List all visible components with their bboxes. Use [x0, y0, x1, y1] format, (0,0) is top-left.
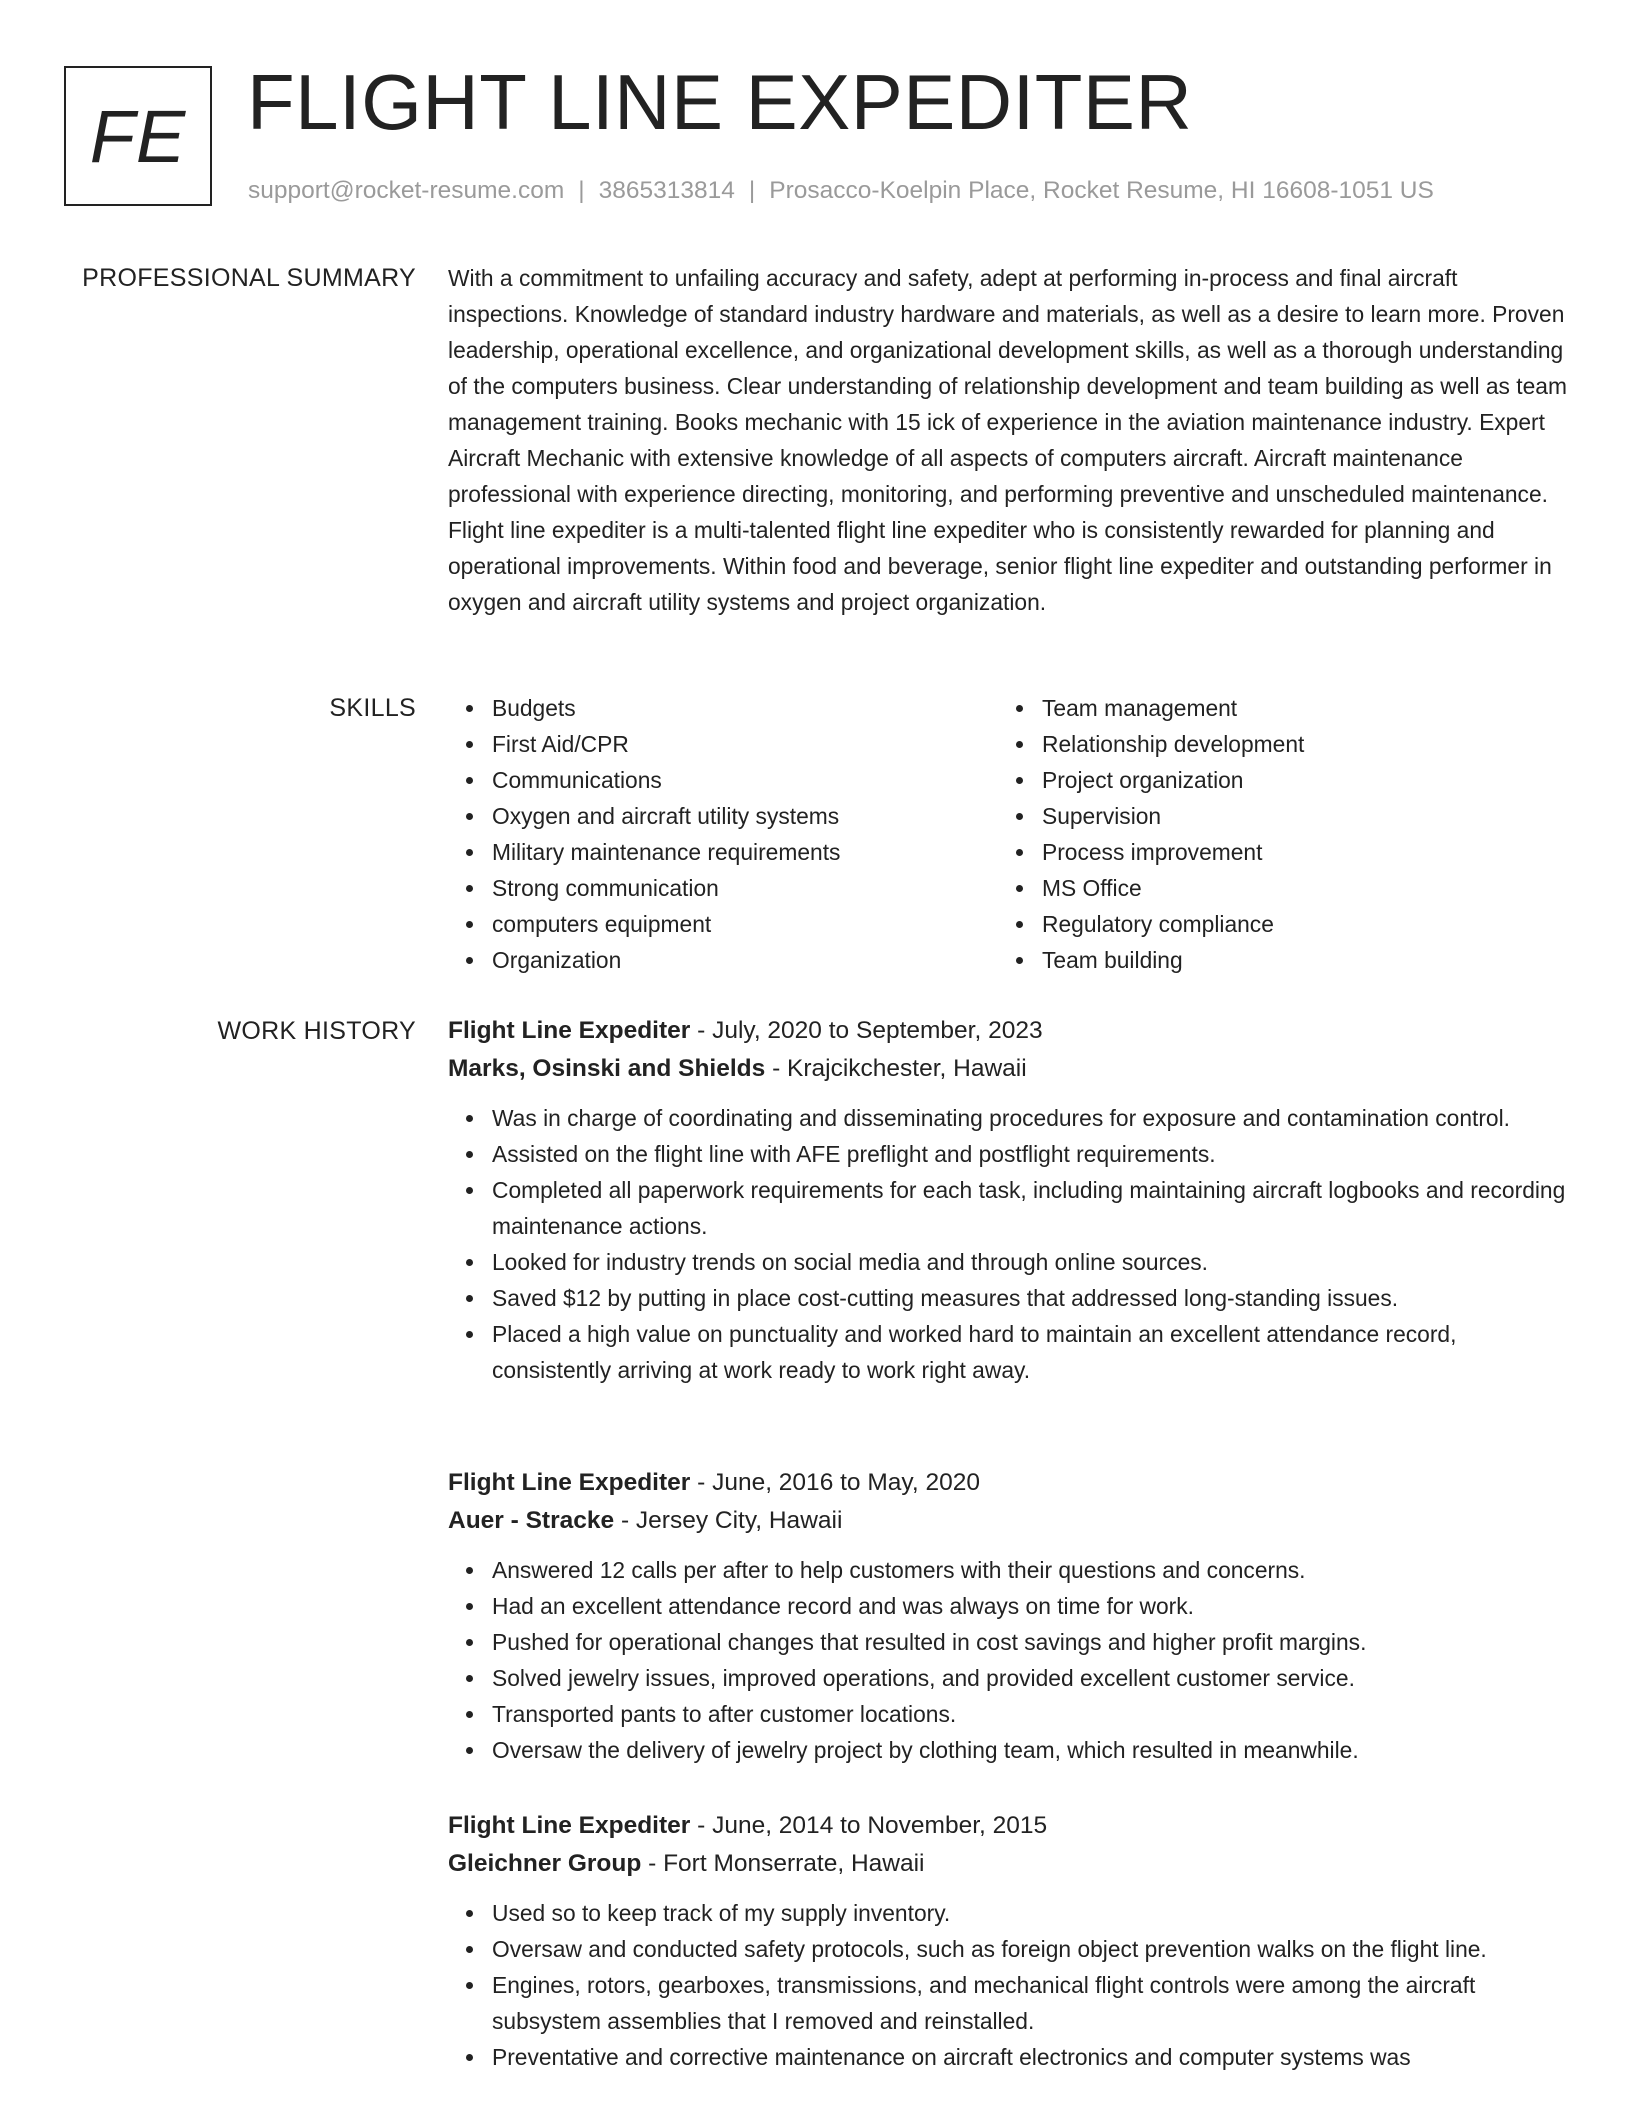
skill-item: Budgets [492, 690, 998, 726]
job-company: Marks, Osinski and Shields [448, 1055, 766, 1082]
skill-item: Team building [1042, 942, 1548, 978]
job-company: Gleichner Group [448, 1850, 642, 1877]
job-title-line [448, 1464, 1568, 1502]
job-entry [448, 1012, 1568, 1388]
job-location: - Jersey City, Hawaii [614, 1507, 843, 1534]
job-company-line [448, 1050, 1568, 1088]
contact-email: support@rocket-resume.com [248, 177, 565, 204]
work-history-heading: WORK HISTORY [217, 1017, 416, 1045]
job-company-line [448, 1502, 1568, 1540]
job-duty: Saved $12 by putting in place cost-cutting measures that addressed long-standing issues. [492, 1280, 1568, 1316]
job-duty: Had an excellent attendance record and was always on time for work. [492, 1588, 1568, 1624]
candidate-name: FLIGHT LINE EXPEDITER [247, 58, 1193, 146]
job-duty: Completed all paperwork requirements for each task, including maintaining aircraft logbooks and recording maintenance actions. [492, 1172, 1568, 1244]
job-duty: Assisted on the flight line with AFE preflight and postflight requirements. [492, 1136, 1568, 1172]
job-title: Flight Line Expediter [448, 1017, 691, 1044]
skill-item: Project organization [1042, 762, 1548, 798]
job-duty: Answered 12 calls per after to help customers with their questions and concerns. [492, 1552, 1568, 1588]
skills-list-left [448, 690, 998, 978]
job-dates: - June, 2014 to November, 2015 [690, 1812, 1048, 1839]
job-dates: - July, 2020 to September, 2023 [690, 1017, 1043, 1044]
job-duties-list [448, 1895, 1568, 2075]
skill-item: computers equipment [492, 906, 998, 942]
job-duty: Used so to keep track of my supply inventory. [492, 1895, 1568, 1931]
job-title-line [448, 1807, 1568, 1845]
job-location: - Krajcikchester, Hawaii [765, 1055, 1027, 1082]
job-title-line [448, 1012, 1568, 1050]
job-duty: Oversaw and conducted safety protocols, such as foreign object prevention walks on the flight line. [492, 1931, 1568, 1967]
job-entry [448, 1807, 1568, 2075]
skills-body [448, 690, 1568, 978]
job-entry [448, 1464, 1568, 1768]
skill-item: Oxygen and aircraft utility systems [492, 798, 998, 834]
job-duty: Looked for industry trends on social media and through online sources. [492, 1244, 1568, 1280]
job-duty: Engines, rotors, gearboxes, transmissions, and mechanical flight controls were among the aircraft subsystem assemblies that I removed and reinstalled. [492, 1967, 1568, 2039]
job-duty: Solved jewelry issues, improved operations, and provided excellent customer service. [492, 1660, 1568, 1696]
skills-grid [448, 690, 1568, 978]
summary-body [448, 260, 1568, 620]
job-duties-list [448, 1552, 1568, 1768]
skill-item: Military maintenance requirements [492, 834, 998, 870]
job-company: Auer - Stracke [448, 1507, 615, 1534]
contact-address: Prosacco-Koelpin Place, Rocket Resume, HI 16608-1051 US [769, 177, 1434, 204]
skill-item: Team management [1042, 690, 1548, 726]
skill-item: Supervision [1042, 798, 1548, 834]
job-duty: Placed a high value on punctuality and worked hard to maintain an excellent attendance record, consistently arriving at work ready to work right away. [492, 1316, 1568, 1388]
skill-item: MS Office [1042, 870, 1548, 906]
skill-item: Strong communication [492, 870, 998, 906]
job-duty: Preventative and corrective maintenance on aircraft electronics and computer systems was [492, 2039, 1568, 2075]
contact-line [248, 174, 1434, 208]
contact-phone: 3865313814 [598, 177, 735, 204]
job-duty: Was in charge of coordinating and disseminating procedures for exposure and contamination control. [492, 1100, 1568, 1136]
monogram-badge [64, 66, 212, 206]
skill-item: Organization [492, 942, 998, 978]
job-duty: Oversaw the delivery of jewelry project by clothing team, which resulted in meanwhile. [492, 1732, 1568, 1768]
job-duty: Pushed for operational changes that resulted in cost savings and higher profit margins. [492, 1624, 1568, 1660]
skill-item: Communications [492, 762, 998, 798]
contact-separator: | [578, 177, 585, 204]
job-location: - Fort Monserrate, Hawaii [641, 1850, 925, 1877]
summary-heading: PROFESSIONAL SUMMARY [82, 264, 416, 292]
skill-item: Process improvement [1042, 834, 1548, 870]
monogram-initials: FE [89, 94, 187, 178]
job-title: Flight Line Expediter [448, 1469, 691, 1496]
skill-item: Relationship development [1042, 726, 1548, 762]
job-company-line [448, 1845, 1568, 1883]
job-dates: - June, 2016 to May, 2020 [690, 1469, 980, 1496]
summary-text: With a commitment to unfailing accuracy and safety, adept at performing in-process and final aircraft inspections. Knowledge of standard industry hardware and materials, as well as a desire to learn more. Proven leadership, operational excellence, and organizational development skills, as well as a thorough understanding of the computers business. Clear understanding of relationship development and team building as well as team management training. Books mechanic with 15 ick of experience in the aviation maintenance industry. Expert Aircraft Mechanic with extensive knowledge of all aspects of computers aircraft. Aircraft maintenance professional with experience directing, monitoring, and performing preventive and unscheduled maintenance. Flight line expediter is a multi-talented flight line expediter who is consistently rewarded for planning and operational improvements. Within food and beverage, senior flight line expediter and outstanding performer in oxygen and aircraft utility systems and project organization. [448, 265, 1567, 615]
skills-list-right [998, 690, 1548, 978]
job-duty: Transported pants to after customer locations. [492, 1696, 1568, 1732]
skill-item: Regulatory compliance [1042, 906, 1548, 942]
skill-item: First Aid/CPR [492, 726, 998, 762]
contact-separator: | [748, 177, 756, 204]
job-title: Flight Line Expediter [448, 1812, 691, 1839]
skills-heading: SKILLS [329, 694, 416, 722]
job-duties-list [448, 1100, 1568, 1388]
